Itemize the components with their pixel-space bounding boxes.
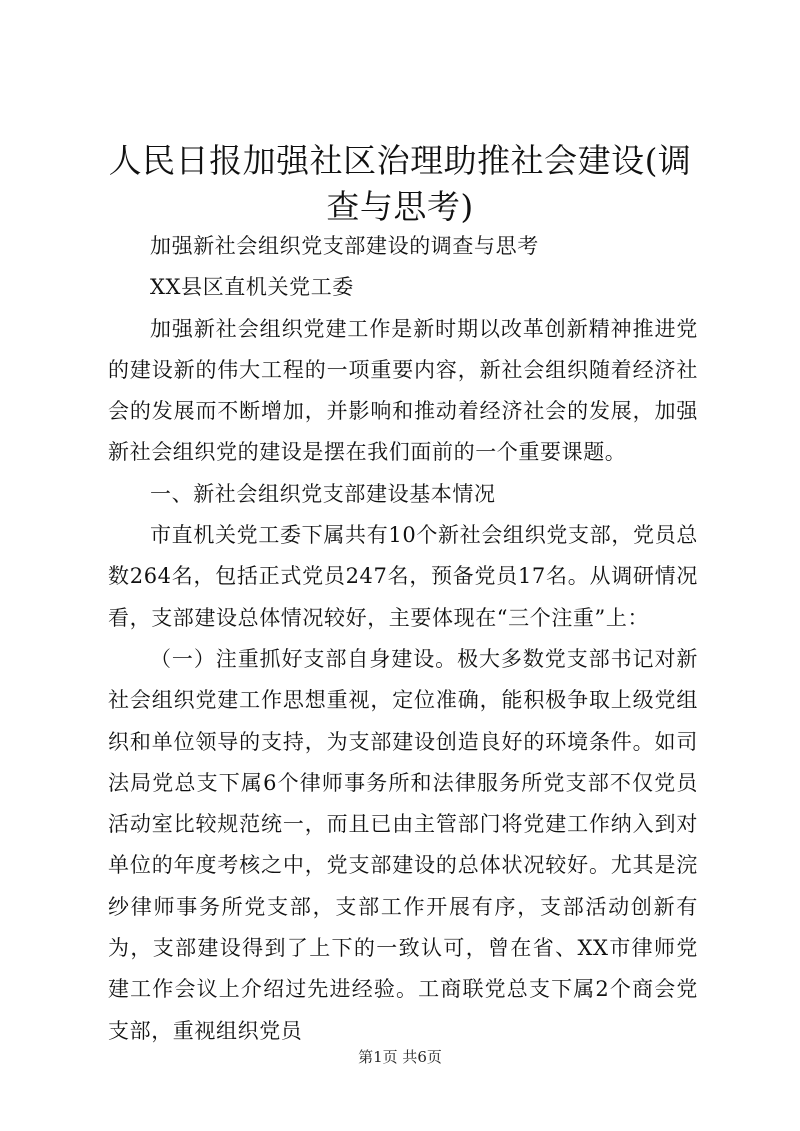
section-heading: 一、新社会组织党支部建设基本情况 xyxy=(150,481,496,506)
document-body xyxy=(108,226,698,1052)
paragraph-subtitle: 加强新社会组织党支部建设的调查与思考 xyxy=(150,234,539,258)
page-number-footer: 第1页 共6页 xyxy=(358,1048,442,1066)
document-title: 人民日报加强社区治理助推社会建设(调查与思考) xyxy=(108,141,692,226)
paragraph-intro: 加强新社会组织党建工作是新时期以改革创新精神推进党的建设新的伟大工程的一项重要内容，新社会组织随着经济社会的发展而不断增加，并影响和推动着经济社会的发展，加强新社会组织党的建设是摆在我们面前的一个重要课题。 xyxy=(108,316,698,465)
paragraph-point-one: （一）注重抓好支部自身建设。极大多数党支部书记对新社会组织党建工作思想重视，定位准确，能积极争取上级党组织和单位领导的支持，为支部建设创造良好的环境条件。如司法局党总支下属6个律师事务所和法律服务所党支部不仅党员活动室比较规范统一，而且已由主管部门将党建工作纳入到对单位的年度考核之中，党支部建设的总体状况较好。尤其是浣纱律师事务所党支部，支部工作开展有序，支部活动创新有为，支部建设得到了上下的一致认可，曾在省、XX市律师党建工作会议上介绍过先进经验。工商联党总支下属2个商会党支部，重视组织党员 xyxy=(108,646,698,1043)
paragraph-author: XX县区直机关党工委 xyxy=(150,275,354,300)
paragraph-overview: 市直机关党工委下属共有10个新社会组织党支部，党员总数264名，包括正式党员247名，预备党员17名。从调研情况看，支部建设总体情况较好，主要体现在“三个注重”上： xyxy=(108,523,698,630)
